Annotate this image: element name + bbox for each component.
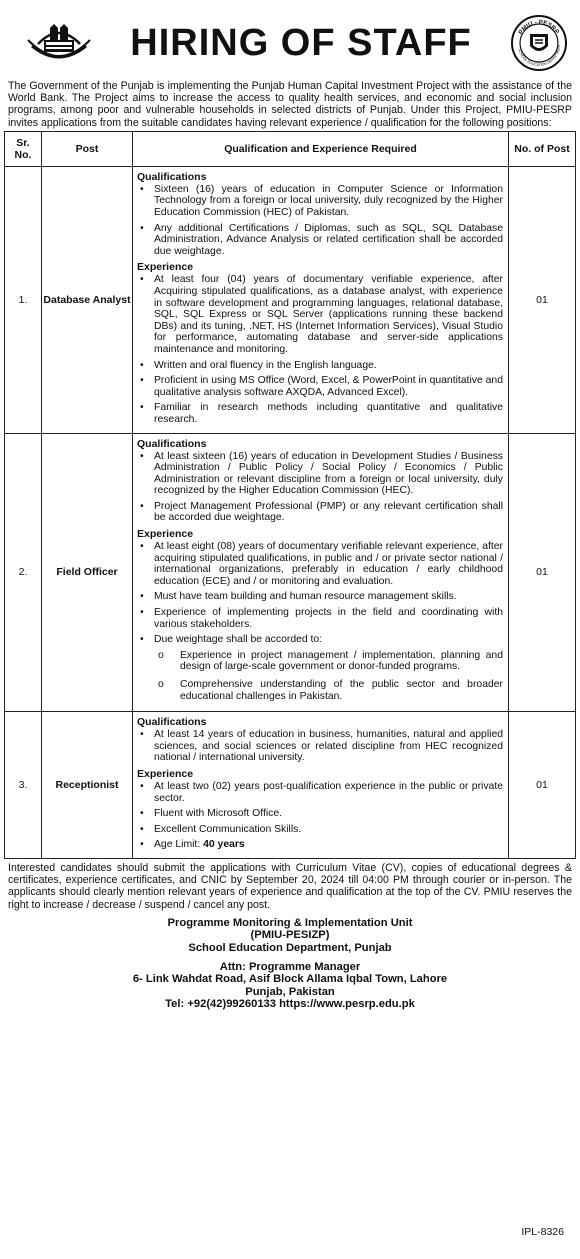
qualifications-list xyxy=(137,184,503,258)
pmiu-pesrp-seal-icon xyxy=(510,14,568,72)
qualifications-heading: Qualifications xyxy=(137,716,207,729)
address-line-2: Punjab, Pakistan xyxy=(245,985,335,998)
page-title: HIRING OF STAFF xyxy=(130,22,472,64)
experience-heading: Experience xyxy=(137,261,194,274)
phone-website: Tel: +92(42)99260133 https://www.pesrp.edu.pk xyxy=(165,998,415,1011)
header-qualification: Qualification and Experience Required xyxy=(133,131,509,166)
row-sr-no: 1. xyxy=(5,166,42,433)
row-no-of-post: 01 xyxy=(509,166,576,433)
row-requirements xyxy=(133,166,509,433)
intro-paragraph: The Government of the Punjab is implementing the Punjab Human Capital Investment Project with the assistance of the World Bank. The Project aims to increase the access to quality health services, and economic and social inclusion programs, among poor and vulnerable households in selected districts of Punjab. Under this Project, PMIU-PESRP invites applications from the suitable candidates having relevant experience / qualification for the following positions: xyxy=(8,80,572,129)
application-instructions: Interested candidates should submit the applications with Curriculum Vitae (CV), copies of educational degrees & certificates, experience certificates, and CNIC by September 20, 2024 till 04:00 PM through courier or in-person. The applicants should clearly mention relevant years of experience and qualification at the top of the CV. PMIU reserves the right to increase / decrease / suspend / cancel any post. xyxy=(8,861,572,911)
table-row xyxy=(5,166,576,433)
qualifications-heading: Qualifications xyxy=(137,437,207,450)
row-post: Receptionist xyxy=(42,712,133,859)
header-no-of-post: No. of Post xyxy=(509,131,576,166)
list-item: • Fluent with Microsoft Office. xyxy=(154,808,503,820)
row-no-of-post: 01 xyxy=(509,433,576,712)
header-post: Post xyxy=(42,131,133,166)
row-post: Field Officer xyxy=(42,433,133,712)
list-item: • Familiar in research methods including quantitative and qualitative research. xyxy=(154,402,503,425)
row-no-of-post: 01 xyxy=(509,712,576,859)
unit-abbreviation: (PMIU-PESIZP) xyxy=(250,929,330,942)
age-limit-value: 40 years xyxy=(203,839,245,851)
positions-table xyxy=(4,131,576,859)
seal-top-text: PMIU - PESRP xyxy=(517,18,561,36)
experience-list xyxy=(137,781,503,851)
list-item: • Must have team building and human resource management skills. xyxy=(154,591,503,603)
list-item: • Project Management Professional (PMP) or any relevant certification shall be accorded due weightage. xyxy=(154,501,503,524)
header-sr-no: Sr. No. xyxy=(5,131,42,166)
qualifications-list xyxy=(137,729,503,764)
table-row xyxy=(5,433,576,712)
list-item: • At least four (04) years of documentary verifiable experience, after Acquiring stipulated qualifications, as a database analyst, with experience in software development and programming languages, relational database, SQL, SQL Express or SQL Server (applications running these backend DBs) and its tuning, .NET, HS (Internet Information Services), Visual Studio for performance, automating database and server-side applications maintenance and monitoring. xyxy=(154,274,503,355)
experience-heading: Experience xyxy=(137,767,194,780)
unit-name: Programme Monitoring & Implementation Unit xyxy=(167,916,413,929)
list-item: • At least sixteen (16) years of education in Development Studies / Business Administration / Public Policy / Social Policy / Economics / Public Administration or relevant discipline from a foreign or local university, duly recognized by the Higher Education Commission (HEC). xyxy=(154,451,503,497)
list-item: • Sixteen (16) years of education in Computer Science or Information Technology from a foreign or local university, duly recognized by the Higher Education Commission (HEC) of Pakistan. xyxy=(154,184,503,219)
list-item: • Written and oral fluency in the English language. xyxy=(154,360,503,372)
row-sr-no: 3. xyxy=(5,712,42,859)
attention-line: Attn: Programme Manager xyxy=(219,960,361,973)
list-item: • Any additional Certifications / Diplomas, such as SQL, SQL Database Administration, Advance Analysis or related certification shall be accorded due weightage. xyxy=(154,223,503,258)
list-item: • At least eight (08) years of documentary verifiable relevant experience, after acquiring stipulated qualifications, in public and / or private sector national / international organizations, preferably in education / early childhood education (ECE) and / or monitoring and evaluation. xyxy=(154,541,503,587)
experience-list xyxy=(137,274,503,425)
list-item xyxy=(154,634,503,702)
list-item: • At least two (02) years post-qualification experience in the public or private sector. xyxy=(154,781,503,804)
punjab-government-logo-icon xyxy=(24,16,94,68)
weightage-list xyxy=(154,650,503,702)
row-sr-no: 2. xyxy=(5,433,42,712)
experience-list xyxy=(137,541,503,702)
contact-block xyxy=(4,917,576,1011)
row-requirements xyxy=(133,712,509,859)
weightage-intro: Due weightage shall be accorded to: xyxy=(154,634,323,646)
hiring-advertisement xyxy=(4,0,576,1238)
list-item: o Experience in project management / implementation, planning and design of large-scale government or donor-funded programs. xyxy=(180,650,503,673)
list-item xyxy=(154,839,503,851)
department-name: School Education Department, Punjab xyxy=(188,941,392,954)
list-item: • Experience of implementing projects in the field and coordinating with various stakeholders. xyxy=(154,607,503,630)
seal-bottom-text: SCHOOL EDUCATION DEPARTMENT xyxy=(517,43,562,68)
list-item: • Excellent Communication Skills. xyxy=(154,824,503,836)
header xyxy=(4,6,576,72)
row-post: Database Analyst xyxy=(42,166,133,433)
ad-code: IPL-8326 xyxy=(521,1226,564,1238)
experience-heading: Experience xyxy=(137,528,194,541)
list-item: o Comprehensive understanding of the public sector and broader educational challenges in Pakistan. xyxy=(180,679,503,702)
age-limit-label: Age Limit: xyxy=(154,839,204,851)
row-requirements xyxy=(133,433,509,712)
table-header-row xyxy=(5,131,576,166)
qualifications-list xyxy=(137,451,503,525)
list-item: • Proficient in using MS Office (Word, Excel, & PowerPoint in quantitative and qualitative analysis software AXQDA, Advanced Excel). xyxy=(154,375,503,398)
table-row xyxy=(5,712,576,859)
list-item: • At least 14 years of education in business, humanities, natural and applied sciences, and social sciences or related discipline from HEC recognized national / international university. xyxy=(154,729,503,764)
address-line-1: 6- Link Wahdat Road, Asif Block Allama Iqbal Town, Lahore xyxy=(132,973,448,986)
qualifications-heading: Qualifications xyxy=(137,170,207,183)
